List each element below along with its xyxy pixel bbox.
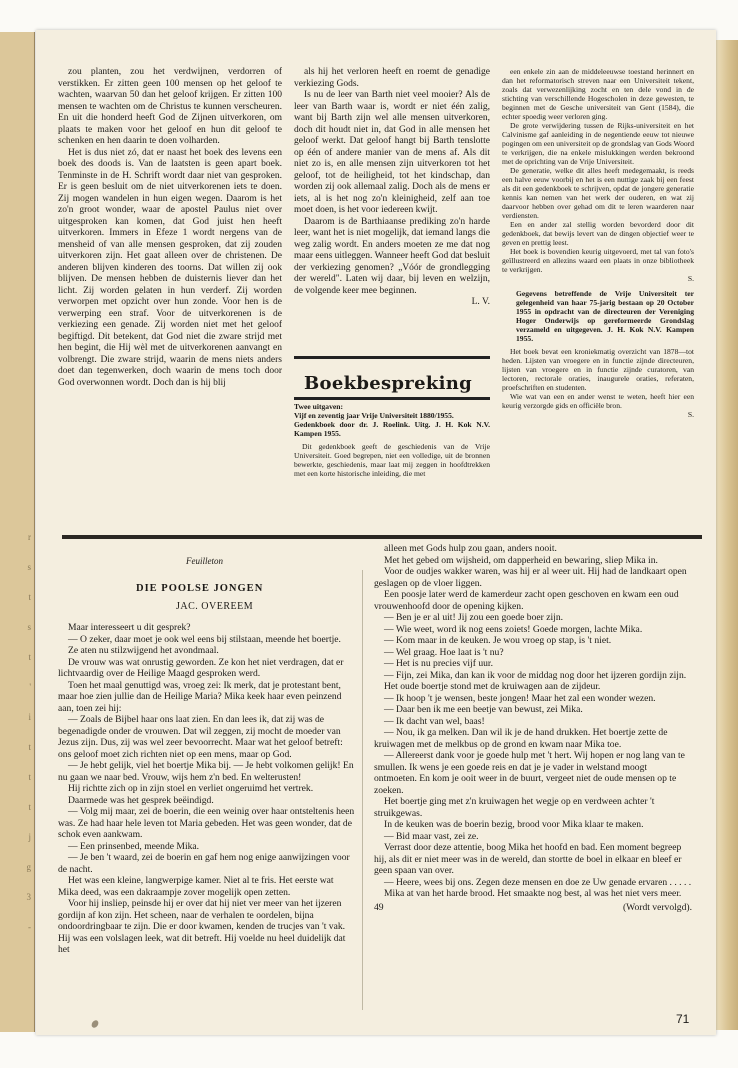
paragraph: — Bid maar vast, zei ze. [384, 830, 479, 842]
back-page-letter: - [28, 922, 31, 932]
section-divider [62, 535, 702, 539]
book-page-stack [714, 40, 738, 1030]
thumbprint-smudge [90, 1019, 100, 1029]
back-page-letter: g [26, 862, 31, 872]
story-footer [374, 902, 692, 914]
section-title: Boekbespreking [304, 373, 473, 394]
paragraph: — Je hebt gelijk, viel het boertje Mika bij. — Je hebt volkomen gelijk! En nu gaan we naar bed. Vrouw, wijs hem z'n bed. En welterusten! [58, 760, 354, 783]
paragraph: Het was een kleine, langwerpige kamer. Niet al te fris. Het eerste wat Mika deed, was een dakraampje zover mogelijk open zetten. [58, 875, 334, 898]
paragraph: Het is dus niet zó, dat er naast het boek des levens een boek des doods is. Van de laatsten is geen apart boek. Tenminste in de H. Schrift wordt daar niet van gesproken. Er is geen besluit om de niet uitverkorenen iets te doen. Zij mogen wandelen in hun eigen wegen. Daarom is het zo'n groot wonder, waar de apostel Paulus niet over uitgesproken kan komen, dat God juist hen heeft uitverkoren. Immers in Efeze 1 wordt nergens van de mensheid of van alle mensen gesproken, dat zij zouden uitverkoren zijn. Het gaat alleen over de christenen. De anderen blijven kinderen des toorns. Dat willen zij ook blijven. De mensen hebben de duisternis liever dan het licht. Zij worden gelaten in hun verderf. Zij worden verworpen met opzicht over hun zonde. Voor hen is de verwerping een straf. Voor de uitverkorenen is de verkiezing een genade. Zij worden niet met het geloof begiftigd. Dit betekent, dat God niet die zware strijd met hen begint, die Hij wèl met de uitverkorenen aanvangt en volbrengt. Die zware strijd, waarin de mens niets anders doet dan tegenwerken, doch waarin de mens toch door God overwonnen wordt. Doch dan is hij blij [58, 147, 282, 388]
back-page-letter: i [28, 712, 31, 722]
paragraph: Hij richtte zich op in zijn stoel en verliet ongeruimd het vertrek. [68, 783, 314, 794]
paragraph: — Fijn, zei Mika, dan kan ik voor de middag nog door het ijzeren gordijn zijn. [384, 669, 687, 681]
author-signature: S. [687, 274, 694, 283]
paragraph: Een poosje later werd de kamerdeur zacht open geschoven en kwam een oud vrouwenhoofd door de opening kijken. [374, 589, 679, 612]
author-signature: L. V. [471, 297, 490, 307]
divider [294, 397, 490, 400]
story-author: JAC. OVEREEM [176, 601, 254, 612]
magazine-page [36, 30, 716, 1035]
back-page-letter: t [28, 802, 31, 812]
column-divider [362, 570, 363, 1010]
column-2 [294, 67, 490, 339]
episode-number: 49 [374, 901, 384, 913]
paragraph: — Ik hoop 't je wensen, beste jongen! Maar het zal een wonder wezen. [384, 692, 656, 704]
book-review [294, 402, 490, 528]
back-page-letter: 3 [26, 892, 31, 902]
back-page-letter: t [28, 742, 31, 752]
paragraph: — Wel graag. Hoe laat is 't nu? [384, 646, 504, 658]
paragraph: als hij het verloren heeft en roemt de genadige verkiezing Gods. [294, 67, 490, 89]
paragraph: Is nu de leer van Barth niet veel mooier? Als de leer van Barth waar is, wordt er niet één zalig, want bij Barth zijn wel alle mensen uitverkoren, doch dit houdt niet in, dat God in alle mensen het geloof werkt. Dat geloof hangt bij Barth tenslotte op één of andere manier van de mens af. Als dit niet zo is, en alle mensen zijn uitverkoren tot het geloof, tot de heiligheid, tot het kindschap, dan worden zij ook allemaal zalig. Doch als de mens er iets, al is het nog zo'n kleinigheid, zelf aan toe moet doen, is het voor iedereen kwijt. [294, 90, 490, 215]
paragraph: Voor hij insliep, peinsde hij er over dat hij niet ver meer van het ijzeren gordijn af kon zijn. Het scheen, naar de verhalen te oordelen, bijna ondoordringbaar te zijn. Die er door kwamen, kenden de trucjes van 't vak. Hij was een volslagen leek, wat dit betreft. Hij voelde nu heel duidelijk dat het [58, 898, 346, 955]
review-label: Twee uitgaven: [294, 402, 343, 411]
paragraph: Wie wat van een en ander wenst te weten, heeft hier een keurig verzorgde gids en officiële bron. [502, 392, 694, 410]
paragraph: — Het is nu precies vijf uur. [384, 658, 493, 669]
paragraph: — O zeker, daar moet je ook wel eens bij stilstaan, meende het boertje. [68, 633, 341, 645]
story-column-right [374, 543, 692, 1011]
paragraph: — Ben je er al uit! Jij zou een goede boer zijn. [384, 612, 564, 623]
column-3 [502, 67, 694, 529]
book-title: Gegevens betreffende de Vrije Universiteit ter gelegenheid van haar 75-jarig bestaan op 20 October 1955 in opdracht van de directeuren der Vereniging Hoger Onderwijs op gereformeerde Grondslag verzameld en uitgegeven. J. H. Kok N.V. Kampen 1955. [516, 289, 694, 343]
paragraph: zou planten, zou het verdwijnen, verdorren of verstikken. Er zitten geen 100 mensen op het geloof te wachten, waarvan 50 dan het geloof krijgen. Er zitten 100 mensen te wachten om de Christus te kunnen verscheuren. En uit die honderd heeft God de Zijnen uitverkoren, om plaats te maken voor het geloof en hun dit geloof te schenken en hen daarin te doen volharden. [58, 67, 282, 146]
paragraph: Verrast door deze attentie, boog Mika het hoofd en bad. Een moment begreep hij, als dit er niet meer was in de wereld, dan stortte de boel in elkaar en bleef er geen spaan van over. [374, 842, 682, 876]
previous-page-edge [0, 32, 35, 1032]
book-description: Gedenkboek door dr. J. Roelink. Uitg. J. H. Kok N.V. Kampen 1955. [294, 420, 490, 438]
paragraph: Ze aten nu stilzwijgend het avondmaal. [68, 645, 219, 656]
paragraph: — Kom maar in de keuken. Je wou vroeg op stap, is 't niet. [384, 635, 612, 646]
paragraph: De vrouw was wat onrustig geworden. Ze kon het niet verdragen, dat er lichtvaardig over de Heilige Maagd gesproken werd. [58, 656, 344, 679]
paragraph: Daarmede was het gesprek beëindigd. [68, 794, 214, 806]
paragraph: — Heere, wees bij ons. Zegen deze mensen en doe ze Uw genade ervaren . . . . . [384, 876, 692, 888]
paragraph: een enkele zin aan de middeleeuwse toestand herinnert en dan het reformatorisch streven naar een Universiteit tekent, zoals dat verwezenlijking zocht en ten dele vond in de stichting van verschillende Hogescholen in deze gewesten, te beginnen met de Gesche universiteit van Gent (1584), die echter spoedig weer verloren ging. [502, 67, 694, 121]
paragraph: Voor de oudjes wakker waren, was hij er al weer uit. Hij had de landkaart open geslagen op de vloer liggen. [374, 566, 687, 589]
paragraph: Maar interesseert u dit gesprek? [68, 622, 191, 633]
column-1 [58, 67, 282, 527]
paragraph: alleen met Gods hulp zou gaan, anders nooit. [384, 543, 557, 554]
paragraph: De generatie, welke dit alles heeft medegemaakt, is reeds een halve eeuw voorbij en het is een nuttige zaak bij een feest als dit een gedenkboek te schrijven, opdat de jongere generatie kennis kan nemen van het werk der ouderen, en wat zij daarvoor hebben over gehad om dit te leren waarderen naar verdiensten. [502, 166, 694, 220]
paragraph: — Ik dacht van wel, baas! [384, 715, 485, 727]
paragraph: Met het gebed om wijsheid, om dapperheid en bewaring, sliep Mika in. [384, 554, 658, 566]
book-title: Vijf en zeventig jaar Vrije Universiteit 1880/1955. [294, 411, 454, 420]
paragraph: — Nou, ik ga melken. Dan wil ik je de hand drukken. Het boertje zette de kruiwagen met de melkbus op de grond en kwam naar Mika toe. [374, 727, 668, 750]
divider [294, 356, 490, 359]
paragraph: Het oude boertje stond met de kruiwagen aan de zijdeur. [384, 681, 601, 692]
paragraph: Het boek is bovendien keurig uitgevoerd, met tal van foto's geïllustreerd en allezins waard een plaats in onze bibliotheek te verkrijgen. [502, 247, 694, 274]
paragraph: — Een prinsenbed, meende Mika. [68, 840, 200, 852]
paragraph: Het boertje ging met z'n kruiwagen het wegje op en verdween achter 't struikgewas. [374, 796, 655, 819]
paragraph: Een en ander zal stellig worden bevorderd door dit gedenkboek, dat bewijs levert van de dingen objectief weer te geven en prettig leest. [502, 220, 694, 247]
page-number: 71 [676, 1012, 690, 1026]
section-label: Feuilleton [186, 556, 223, 566]
story-column-left [58, 622, 356, 1010]
back-page-letter: t [28, 772, 31, 782]
paragraph: — Allereerst dank voor je goede hulp met 't hert. Wij hopen er nog lang van te smullen. Ik wens je een goede reis en dat je je vader in welstand moogt ontmoeten. En kom je ooit weer in de buurt, vergeet niet de oude mensen op te zoeken. [374, 750, 685, 796]
paragraph: Mika at van het harde brood. Het smaakte nog best, al was het niet vers meer. [384, 888, 682, 899]
back-page-letter: ' [29, 682, 31, 692]
author-signature: S. [687, 410, 694, 419]
paragraph: — Wie weet, word ik nog eens zoiets! Goede morgen, lachte Mika. [384, 623, 643, 635]
back-page-letter: s [27, 562, 31, 572]
paragraph: In de keuken was de boerin bezig, brood voor Mika klaar te maken. [384, 819, 644, 830]
paragraph: Toen het maal genuttigd was, vroeg zei: Ik merk, dat je protestant bent, maar hoe zien jullie dan de Heilige Maria? Mika keek haar even peinzend aan, toen zei hij: [58, 679, 342, 714]
back-page-letter: j [28, 832, 31, 842]
paragraph: — Je ben 't waard, zei de boerin en gaf hem nog enige aanwijzingen voor de nacht. [58, 852, 350, 875]
paragraph: — Volg mij maar, zei de boerin, die een weinig over haar ontsteltenis heen was. Ze had haar hele leven tot Maria gebeden. Het was geen wonder, dat de schok even aankwam. [58, 806, 355, 840]
paragraph: — Zoals de Bijbel haar ons laat zien. En dan lees ik, dat zij was de begenadigde onder de vrouwen. Dat wil zeggen, zij mocht de moeder van Jezus zijn. Dus, zij was wel zeer bevoorrecht. Maar wat het geloof betreft: ons geloof moet zich richten niet op een mens, maar op God. [58, 714, 343, 760]
back-page-letter: t [28, 652, 31, 662]
story-title: DIE POOLSE JONGEN [136, 583, 264, 594]
back-page-letter: s [27, 622, 31, 632]
paragraph: Het boek bevat een kroniekmatig overzicht van 1878—tot heden. Lijsten van vroegere en in functie zijnde directeuren, lijsten van vroegere en in functie zijnde curatoren, van lectoren, rectorale oraties, inaugurele oraties, referaten, proefschriften en studenten. [502, 347, 694, 392]
paragraph: — Daar ben ik me een beetje van bewust, zei Mika. [384, 704, 583, 715]
paragraph: Dit gedenkboek geeft de geschiedenis van de Vrije Universiteit. Goed begrepen, niet een volledige, uit de bronnen bewerkte, geschiedenis, maar laat mij zeggen in hoofdtrekken met een korte historische inleiding, die met [294, 442, 490, 478]
paragraph: De grote verwijdering tussen de Rijks-universiteit en het Calvinisme gaf aanleiding in de negentiende eeuw tot nieuwe pogingen om een universiteit op de grondslag van Gods Woord te verkrijgen, die na enkele mislukkingen werden bekroond met de oprichting van de Vrije Universiteit. [502, 121, 694, 166]
continued-note: (Wordt vervolgd). [622, 901, 692, 913]
back-page-letter: t [28, 592, 31, 602]
back-page-letter: r [28, 532, 31, 542]
paragraph: Daarom is de Barthiaanse prediking zo'n harde leer, want het is niet mogelijk, dat iemand langs die weg zalig wordt. En anders moeten ze me dat nog maar eens uitleggen. Wanneer heeft God dat besluit der verkiezing genomen? „Vóór de grondlegging der wereld". Laten wij daar, bij leven en welzijn, de volgende keer mee beginnen. [294, 216, 490, 296]
